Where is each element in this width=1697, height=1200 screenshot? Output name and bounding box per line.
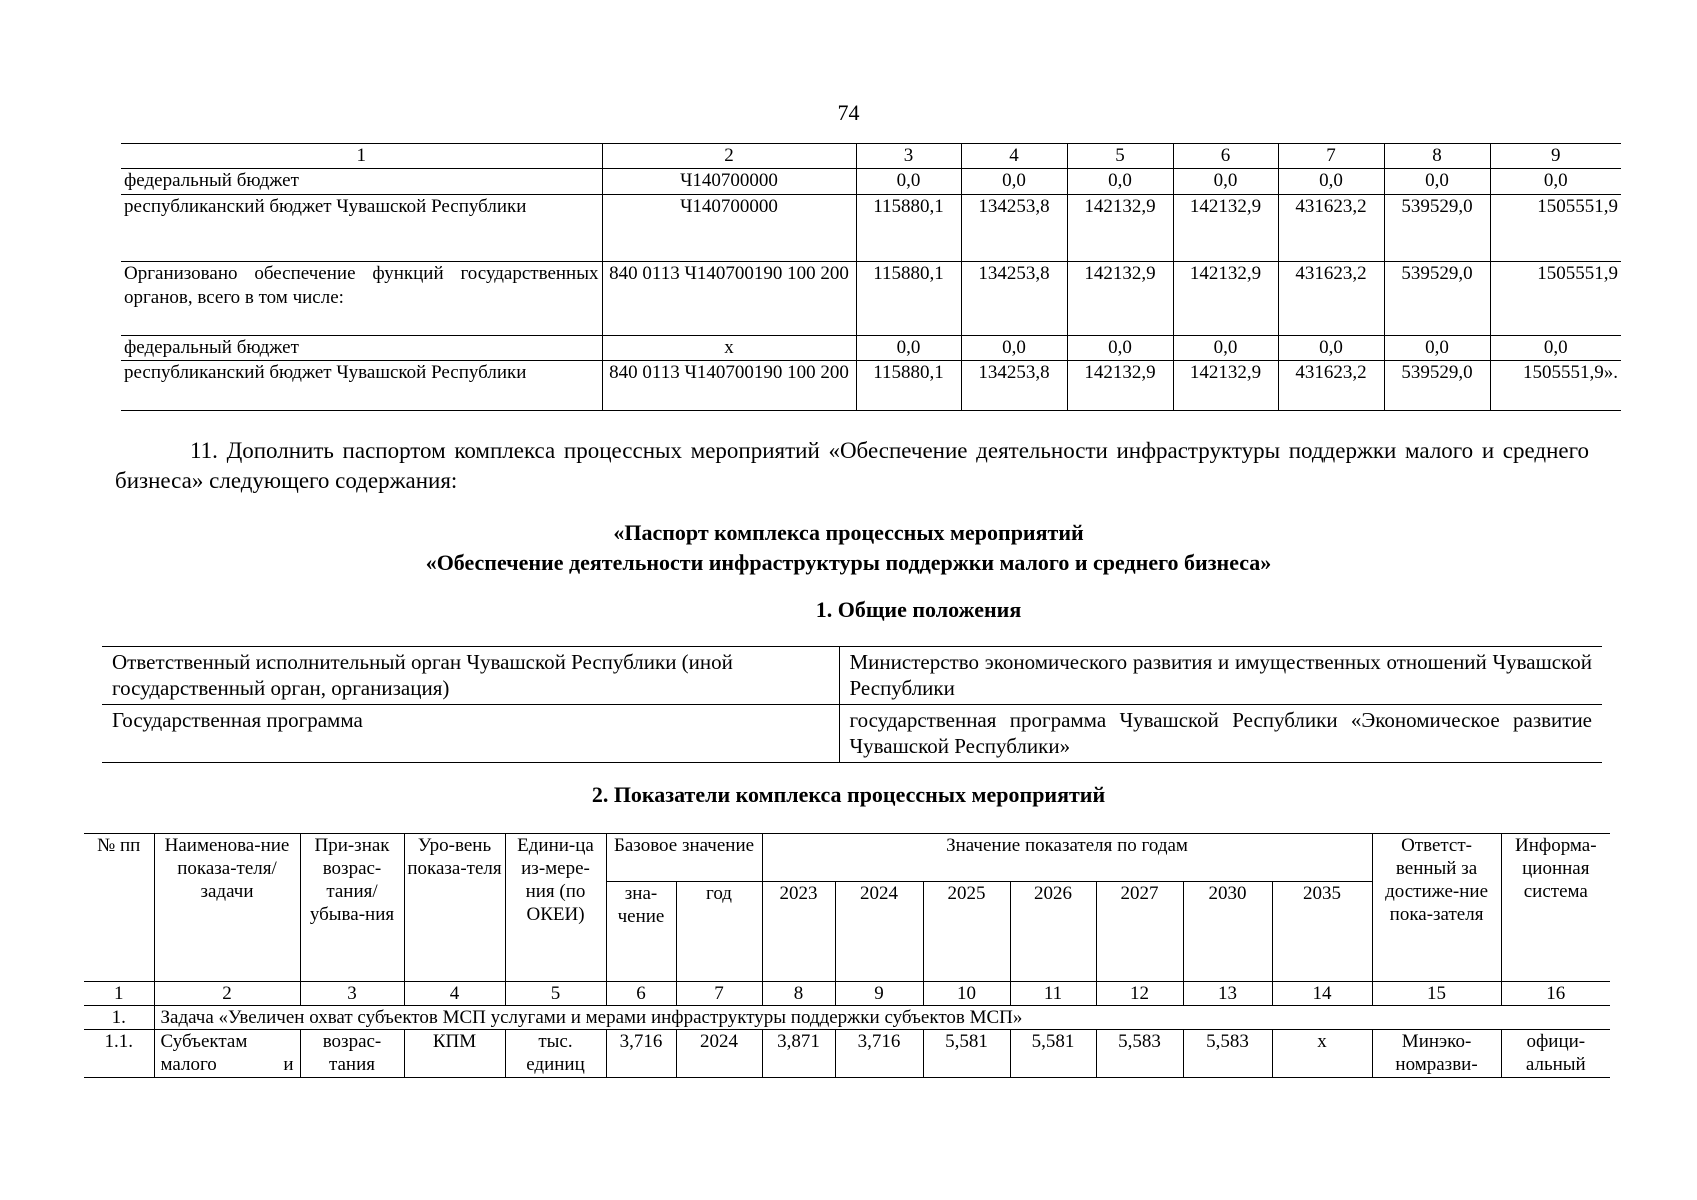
row-value: 539529,0 <box>1384 262 1490 336</box>
indicator-base-year: 2024 <box>676 1030 762 1078</box>
header-year: 2027 <box>1096 882 1183 982</box>
general-value: государственная программа Чувашской Республики «Экономическое развитие Чувашской Республики» <box>839 705 1602 763</box>
row-code: 840 0113 Ч140700190 100 200 <box>602 262 856 336</box>
indicator-name <box>154 1030 300 1078</box>
row-value: 0,0 <box>1067 336 1173 361</box>
row-name: республиканский бюджет Чувашской Республики <box>121 361 602 411</box>
col-number: 11 <box>1010 982 1096 1006</box>
table-row <box>84 1030 1610 1078</box>
col-number: 8 <box>762 982 835 1006</box>
table-row <box>102 647 1602 705</box>
col-number: 14 <box>1272 982 1372 1006</box>
table-row <box>121 361 1621 411</box>
table-row <box>121 262 1621 336</box>
row-value: 0,0 <box>961 336 1067 361</box>
row-value: 142132,9 <box>1067 195 1173 262</box>
col-number: 8 <box>1384 144 1490 169</box>
header-year: 2035 <box>1272 882 1372 982</box>
table-row <box>102 705 1602 763</box>
financing-table <box>121 143 1621 411</box>
col-number: 12 <box>1096 982 1183 1006</box>
passport-title-line: «Паспорт комплекса процессных мероприятий <box>613 520 1084 545</box>
header-years: Значение показателя по годам <box>762 834 1372 882</box>
indicator-value: 5,583 <box>1183 1030 1272 1078</box>
col-number: 6 <box>1173 144 1278 169</box>
col-number: 4 <box>961 144 1067 169</box>
row-value: 115880,1 <box>856 361 961 411</box>
general-label: Государственная программа <box>102 705 839 763</box>
row-name: Организовано обеспечение функций государственных органов, всего в том числе: <box>121 262 602 336</box>
col-number: 1 <box>84 982 154 1006</box>
row-value: 0,0 <box>1067 169 1173 195</box>
passport-title <box>0 518 1697 578</box>
passport-title-line: «Обеспечение деятельности инфраструктуры поддержки малого и среднего бизнеса» <box>425 550 1272 575</box>
financing-header-row <box>121 144 1621 169</box>
row-value: 142132,9 <box>1173 361 1278 411</box>
indicator-value: 5,581 <box>923 1030 1010 1078</box>
indicators-header-row <box>84 834 1610 882</box>
indicator-value: 3,716 <box>835 1030 923 1078</box>
row-value: 134253,8 <box>961 195 1067 262</box>
header-year: 2030 <box>1183 882 1272 982</box>
col-number: 7 <box>676 982 762 1006</box>
row-value: 431623,2 <box>1278 195 1384 262</box>
amendment-paragraph: 11. Дополнить паспортом комплекса процессных мероприятий «Обеспечение деятельности инфраструктуры поддержки малого и среднего бизнеса» следующего содержания: <box>115 438 1589 493</box>
row-value: 1505551,9». <box>1490 361 1621 411</box>
col-number: 2 <box>602 144 856 169</box>
indicator-value: 5,581 <box>1010 1030 1096 1078</box>
header-year: 2024 <box>835 882 923 982</box>
task-row <box>84 1006 1610 1030</box>
general-label: Ответственный исполнительный орган Чувашской Республики (иной государственный орган, организация) <box>102 647 839 705</box>
table-row <box>121 195 1621 262</box>
column-numbers-row <box>84 982 1610 1006</box>
indicator-number: 1.1. <box>84 1030 154 1078</box>
row-value: 134253,8 <box>961 361 1067 411</box>
row-name: федеральный бюджет <box>121 169 602 195</box>
row-value: 0,0 <box>1173 336 1278 361</box>
row-value: 0,0 <box>1384 336 1490 361</box>
indicators-table <box>84 833 1610 1078</box>
header-year: 2025 <box>923 882 1010 982</box>
row-value: 0,0 <box>1173 169 1278 195</box>
indicator-level: КПМ <box>404 1030 505 1078</box>
col-number: 3 <box>300 982 404 1006</box>
indicator-value: 3,871 <box>762 1030 835 1078</box>
general-provisions-table <box>102 646 1602 763</box>
row-value: 0,0 <box>1490 336 1621 361</box>
row-value: 115880,1 <box>856 262 961 336</box>
indicator-sign: возрас-тания <box>300 1030 404 1078</box>
header-level: Уро-вень показа-теля <box>404 834 505 982</box>
col-number: 9 <box>1490 144 1621 169</box>
section2-title: 2. Показатели комплекса процессных мероприятий <box>591 782 1106 807</box>
row-value: 115880,1 <box>856 195 961 262</box>
indicator-value: х <box>1272 1030 1372 1078</box>
indicator-name-line: Субъектам <box>160 1031 248 1052</box>
row-name: республиканский бюджет Чувашской Республики <box>121 195 602 262</box>
col-number: 3 <box>856 144 961 169</box>
indicator-info-system: офици-альный <box>1501 1030 1610 1078</box>
row-value: 0,0 <box>1278 336 1384 361</box>
header-no: № пп <box>84 834 154 982</box>
general-value: Министерство экономического развития и имущественных отношений Чувашской Республики <box>839 647 1602 705</box>
col-number: 5 <box>505 982 606 1006</box>
col-number: 1 <box>121 144 602 169</box>
row-value: 134253,8 <box>961 262 1067 336</box>
row-value: 0,0 <box>856 169 961 195</box>
col-number: 16 <box>1501 982 1610 1006</box>
row-value: 0,0 <box>1490 169 1621 195</box>
task-text: Задача «Увеличен охват субъектов МСП услугами и мерами инфраструктуры поддержки субъектов МСП» <box>154 1006 1610 1030</box>
row-value: 431623,2 <box>1278 262 1384 336</box>
header-info-system: Информа-ционная система <box>1501 834 1610 982</box>
header-base-year: год <box>676 882 762 982</box>
row-code: Ч140700000 <box>602 195 856 262</box>
row-value: 0,0 <box>856 336 961 361</box>
page-number: 74 <box>837 100 860 125</box>
indicator-unit: тыс. единиц <box>505 1030 606 1078</box>
section1-title: 1. Общие положения <box>815 597 1022 622</box>
row-name: федеральный бюджет <box>121 336 602 361</box>
header-year: 2026 <box>1010 882 1096 982</box>
row-value: 142132,9 <box>1173 195 1278 262</box>
col-number: 15 <box>1372 982 1501 1006</box>
row-value: 539529,0 <box>1384 195 1490 262</box>
col-number: 7 <box>1278 144 1384 169</box>
row-code: Ч140700000 <box>602 169 856 195</box>
row-value: 431623,2 <box>1278 361 1384 411</box>
header-sign: При-знак возрас-тания/ убыва-ния <box>300 834 404 982</box>
row-value: 142132,9 <box>1173 262 1278 336</box>
col-number: 2 <box>154 982 300 1006</box>
row-value: 142132,9 <box>1067 262 1173 336</box>
row-code: х <box>602 336 856 361</box>
indicator-responsible: Минэко-номразви- <box>1372 1030 1501 1078</box>
header-base: Базовое значение <box>606 834 762 882</box>
col-number: 5 <box>1067 144 1173 169</box>
header-unit: Едини-ца из-мере-ния (по ОКЕИ) <box>505 834 606 982</box>
row-value: 1505551,9 <box>1490 262 1621 336</box>
row-code: 840 0113 Ч140700190 100 200 <box>602 361 856 411</box>
col-number: 6 <box>606 982 676 1006</box>
col-number: 4 <box>404 982 505 1006</box>
table-row <box>121 169 1621 195</box>
indicator-name-line: малого и <box>160 1054 294 1075</box>
table-row <box>121 336 1621 361</box>
col-number: 10 <box>923 982 1010 1006</box>
indicator-base-value: 3,716 <box>606 1030 676 1078</box>
indicator-value: 5,583 <box>1096 1030 1183 1078</box>
header-year: 2023 <box>762 882 835 982</box>
row-value: 1505551,9 <box>1490 195 1621 262</box>
header-name: Наименова-ние показа-теля/задачи <box>154 834 300 982</box>
header-responsible: Ответст-венный за достиже-ние пока-зателя <box>1372 834 1501 982</box>
col-number: 13 <box>1183 982 1272 1006</box>
col-number: 9 <box>835 982 923 1006</box>
row-value: 539529,0 <box>1384 361 1490 411</box>
row-value: 0,0 <box>1278 169 1384 195</box>
row-value: 142132,9 <box>1067 361 1173 411</box>
row-value: 0,0 <box>1384 169 1490 195</box>
header-base-value: зна-чение <box>606 882 676 982</box>
task-number: 1. <box>84 1006 154 1030</box>
row-value: 0,0 <box>961 169 1067 195</box>
